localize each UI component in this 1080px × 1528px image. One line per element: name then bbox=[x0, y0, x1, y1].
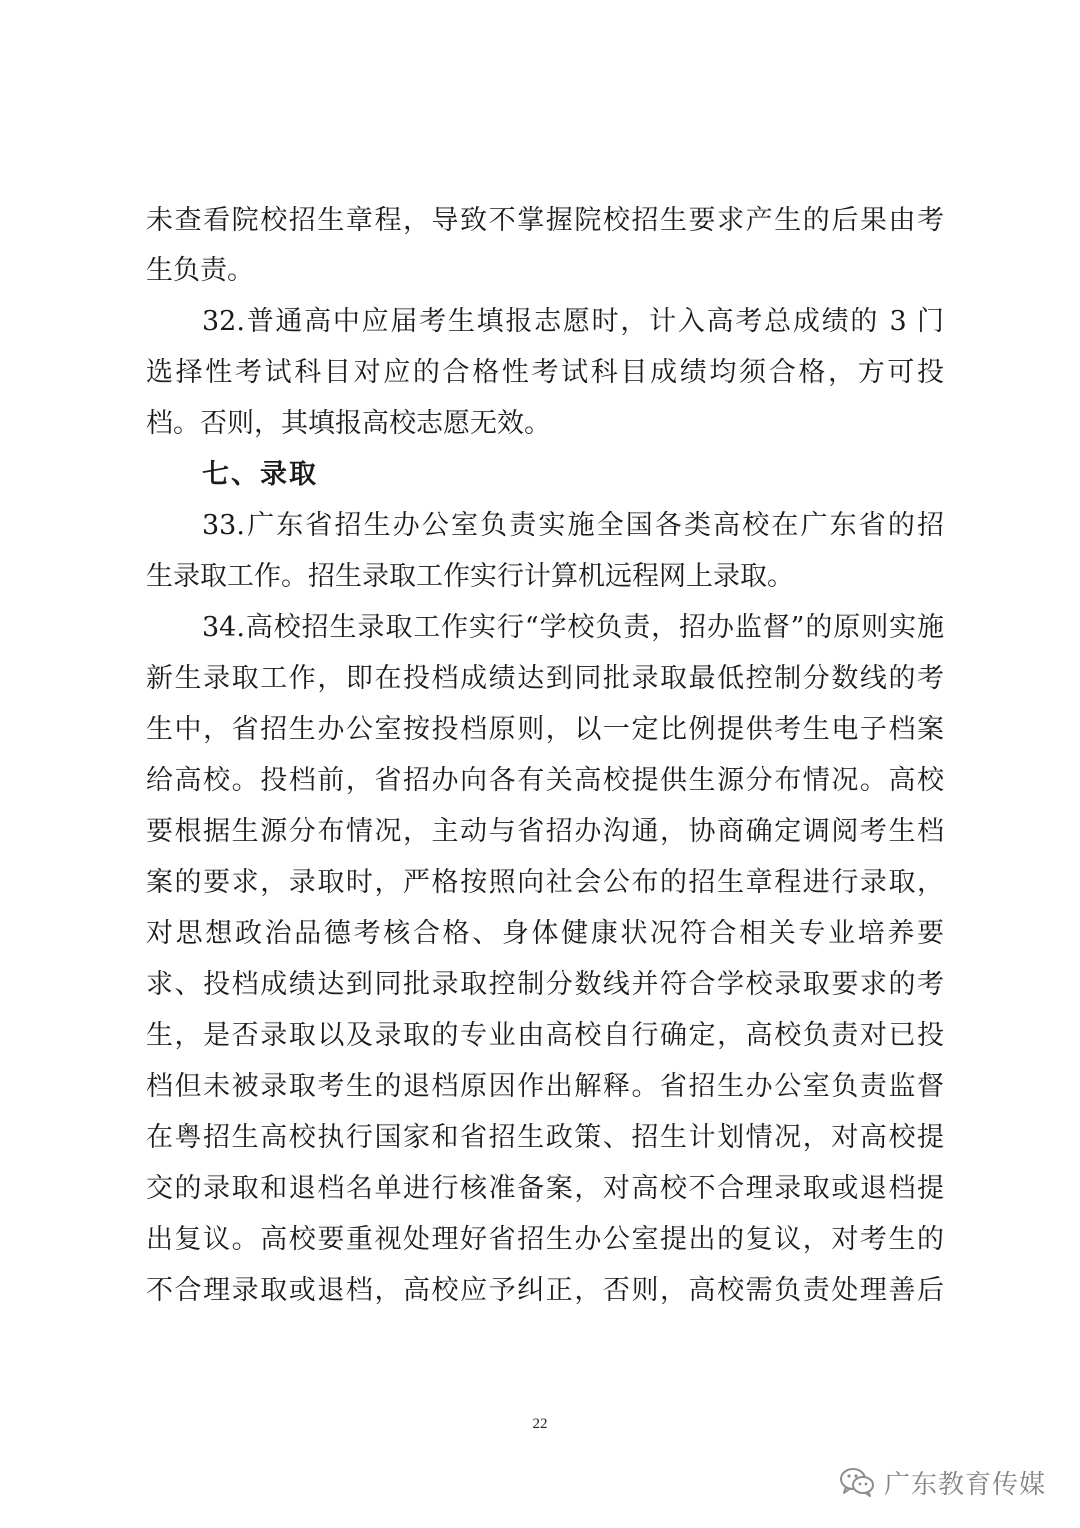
page-number: 22 bbox=[532, 1416, 548, 1432]
text-line: 不合理录取或退档，高校应予纠正，否则，高校需负责处理善后 bbox=[146, 1275, 944, 1306]
text-line: 生负责。 bbox=[146, 255, 254, 286]
wechat-icon bbox=[838, 1466, 876, 1498]
watermark bbox=[838, 1462, 1046, 1502]
paragraph-32-line: 32.普通高中应届考生填报志愿时，计入高考总成绩的 3 门 bbox=[202, 306, 944, 337]
paragraph-34-line: 34.高校招生录取工作实行“学校负责，招办监督”的原则实施 bbox=[202, 612, 944, 643]
text-line: 要根据生源分布情况，主动与省招办沟通，协商确定调阅考生档 bbox=[146, 816, 944, 847]
section-heading: 七、录取 bbox=[202, 459, 318, 490]
watermark-text: 广东教育传媒 bbox=[883, 1469, 1046, 1500]
paragraph-33-line: 33.广东省招生办公室负责实施全国各类高校在广东省的招 bbox=[202, 510, 944, 541]
text-line: 选择性考试科目对应的合格性考试科目成绩均须合格，方可投 bbox=[146, 357, 944, 388]
text-line: 交的录取和退档名单进行核准备案，对高校不合理录取或退档提 bbox=[146, 1173, 944, 1204]
text-line: 求、投档成绩达到同批录取控制分数线并符合学校录取要求的考 bbox=[146, 969, 944, 1000]
text-line: 生录取工作。招生录取工作实行计算机远程网上录取。 bbox=[146, 561, 794, 592]
text-line: 新生录取工作，即在投档成绩达到同批录取最低控制分数线的考 bbox=[146, 663, 944, 694]
text-line: 档。否则，其填报高校志愿无效。 bbox=[146, 408, 551, 439]
text-line: 生，是否录取以及录取的专业由高校自行确定，高校负责对已投 bbox=[146, 1020, 944, 1051]
text-line: 给高校。投档前，省招办向各有关高校提供生源分布情况。高校 bbox=[146, 765, 944, 796]
text-line: 出复议。高校要重视处理好省招生办公室提出的复议，对考生的 bbox=[146, 1224, 944, 1255]
text-line: 未查看院校招生章程，导致不掌握院校招生要求产生的后果由考 bbox=[146, 205, 944, 236]
text-line: 案的要求，录取时，严格按照向社会公布的招生章程进行录取， bbox=[146, 867, 944, 898]
text-line: 档但未被录取考生的退档原因作出解释。省招生办公室负责监督 bbox=[146, 1071, 944, 1102]
text-line: 在粤招生高校执行国家和省招生政策、招生计划情况，对高校提 bbox=[146, 1122, 944, 1153]
text-line: 对思想政治品德考核合格、身体健康状况符合相关专业培养要 bbox=[146, 918, 944, 949]
text-line: 生中，省招生办公室按投档原则，以一定比例提供考生电子档案 bbox=[146, 714, 944, 745]
